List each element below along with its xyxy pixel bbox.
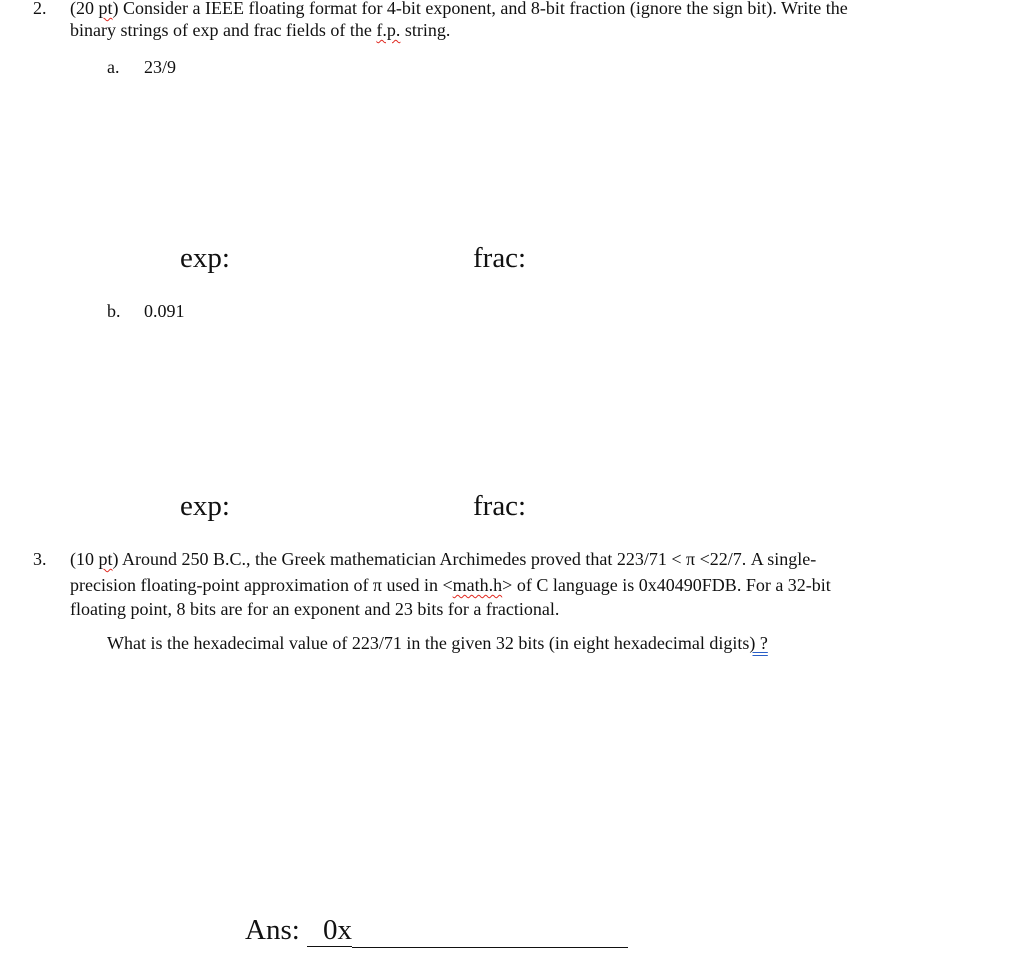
q2-part-b-frac-label: frac:	[473, 490, 527, 522]
q3-answer-line	[245, 913, 628, 948]
q3-answer-prefix: 0x	[307, 914, 352, 947]
q3-line-1-text: Around 250 B.C., the Greek mathematician Archimedes proved that 223/71 < π <22/7. A single-	[118, 549, 817, 569]
q2-line-2-post: string.	[400, 20, 451, 40]
q3-answer-label: Ans:	[245, 914, 308, 946]
q2-line-1	[70, 0, 848, 20]
q2-number: 2.	[33, 0, 47, 18]
q3-line-2	[70, 574, 831, 597]
q2-line-1-text: Consider a IEEE floating format for 4-bit exponent, and 8-bit fraction (ignore the sign bit). Write the	[118, 0, 848, 18]
q3-number: 3.	[33, 549, 47, 569]
q3-line-2-post: > of C language is 0x40490FDB. For a 32-bit	[502, 575, 831, 595]
q3-points-close: )	[112, 549, 119, 569]
q2-line-2	[70, 19, 450, 42]
q3-points-open: (10	[70, 549, 99, 569]
q2-part-a-exp-label: exp:	[180, 242, 230, 274]
q3-question	[107, 632, 768, 655]
q2-part-b-label: b.	[107, 301, 121, 321]
q2-points-open: (20	[70, 0, 99, 18]
q2-line-2-pre: binary strings of exp and frac fields of the	[70, 20, 377, 40]
q3-answer-blank[interactable]	[352, 917, 628, 948]
q2-fp-word: f.p.	[376, 20, 401, 40]
q2-part-b-exp-label: exp:	[180, 490, 230, 522]
q3-line-3: floating point, 8 bits are for an exponent and 23 bits for a fractional.	[70, 599, 560, 619]
q2-part-a-frac-label: frac:	[473, 242, 527, 274]
q2-part-b-value: 0.091	[144, 301, 185, 321]
q2-part-a-label: a.	[107, 57, 120, 77]
q3-question-end: ) ?	[749, 633, 768, 653]
q3-points-word: pt	[98, 549, 113, 569]
q2-points-word: pt	[98, 0, 113, 18]
q2-part-a-value: 23/9	[144, 57, 177, 77]
q3-math-word: math.h	[452, 575, 503, 595]
q3-line-2-pre: precision floating-point approximation of π used in <	[70, 575, 453, 595]
q3-question-text: What is the hexadecimal value of 223/71 in the given 32 bits (in eight hexadecimal digits	[107, 633, 750, 653]
q3-line-1	[70, 548, 816, 571]
q2-points-close: )	[112, 0, 119, 18]
